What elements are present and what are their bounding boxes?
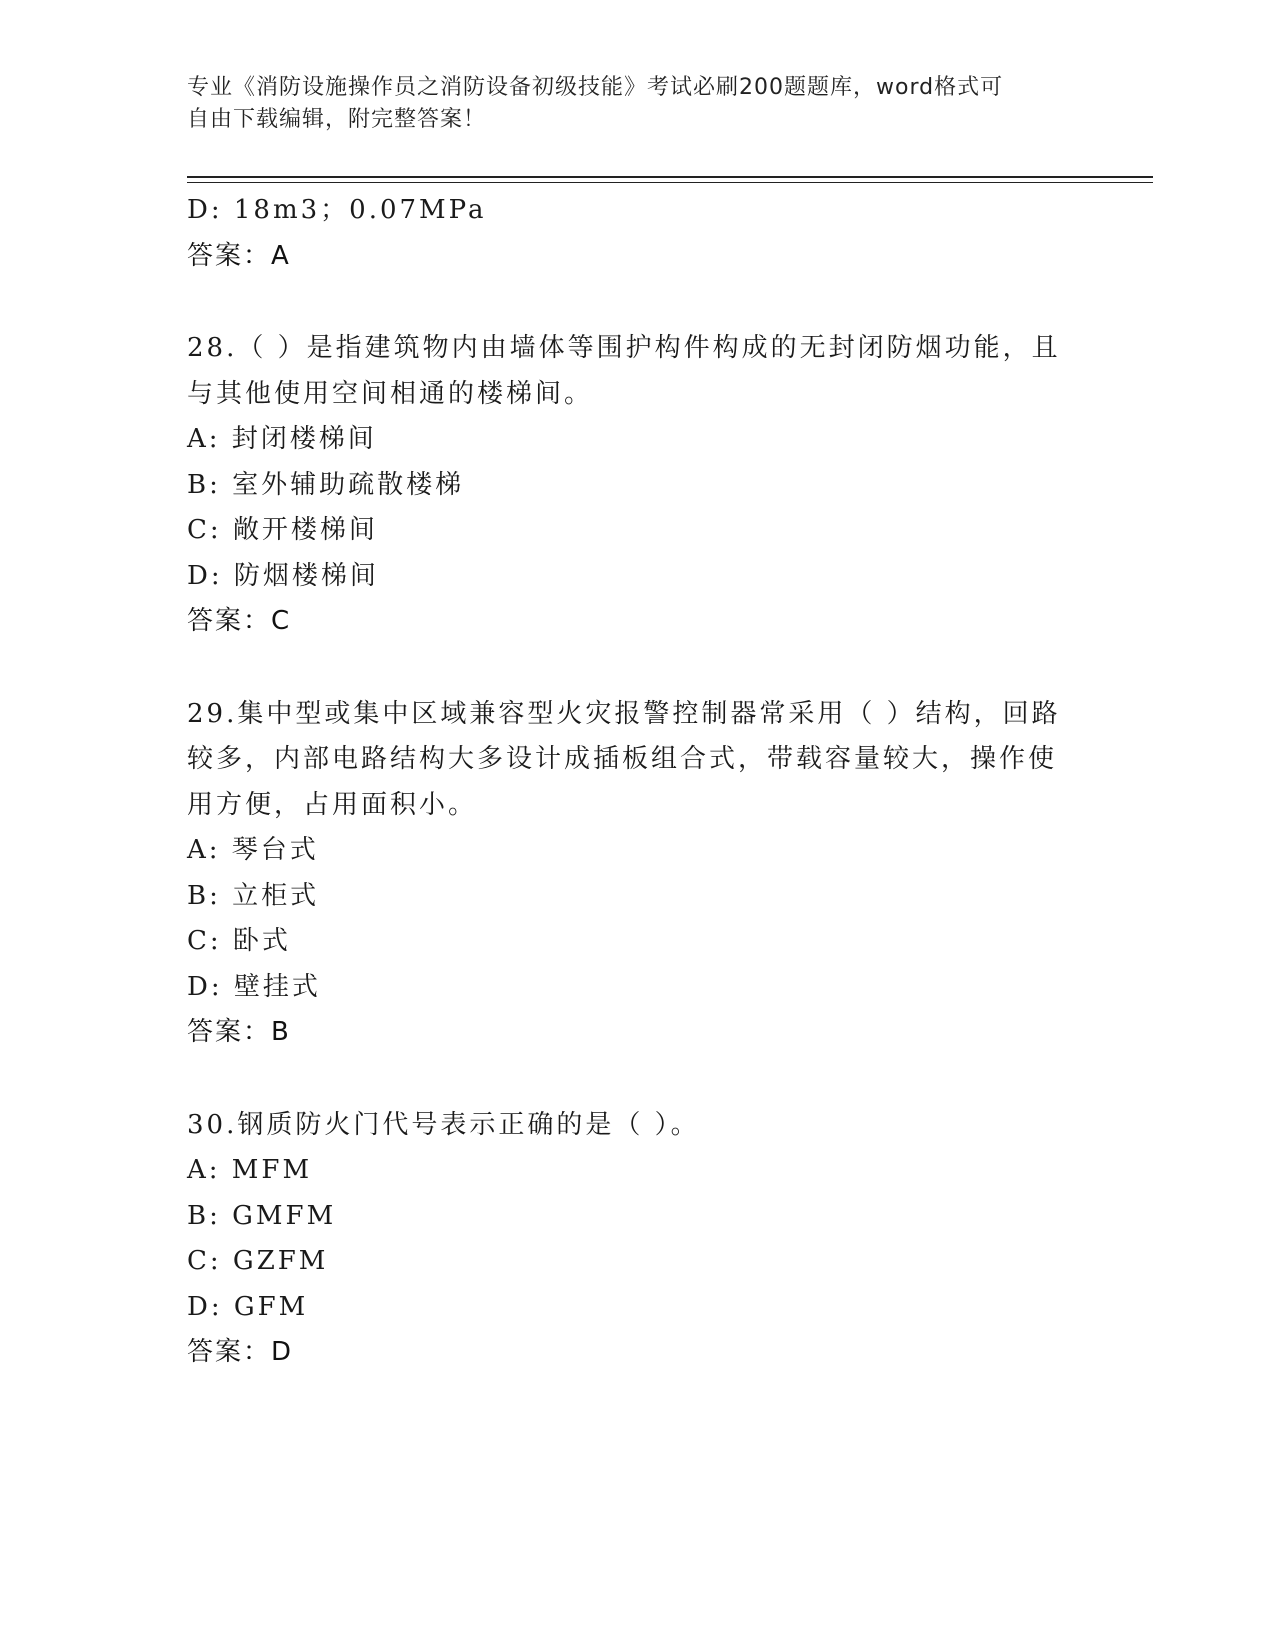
option-d: D: 壁挂式 [187,971,321,1002]
question-stem-line: 29.集中型或集中区域兼容型火灾报警控制器常采用（ ）结构，回路 [187,698,1061,729]
answer-line: 答案：D [187,1337,294,1367]
question-stem-line: 28.（ ）是指建筑物内由墙体等围护构件构成的无封闭防烟功能，且 [187,333,1061,363]
option-d: D: 防烟楼梯间 [187,560,379,591]
question-stem-line: 较多，内部电路结构大多设计成插板组合式，带载容量较大，操作使 [187,744,1058,774]
header-title-line-1: 专业《消防设施操作员之消防设备初级技能》考试必刷200题题库，word格式可 [187,75,1004,100]
option-c: C: 卧式 [187,926,291,956]
question-content [187,188,1067,1376]
question-stem-line: 30.钢质防火门代号表示正确的是（ ）。 [187,1109,700,1140]
header-divider-thick [187,176,1153,178]
answer-line: 答案：A [187,240,291,271]
option-c: C: 敞开楼梯间 [187,515,378,545]
question-29 [187,692,1067,1056]
question-30 [187,1103,1067,1376]
option-a: A: 封闭楼梯间 [187,424,377,454]
option-c: C: GZFM [187,1246,329,1276]
option-b: B: GMFM [187,1200,337,1231]
page-header [187,72,1067,136]
question-28 [187,326,1067,645]
option-b: B: 室外辅助疏散楼梯 [187,469,465,500]
header-divider-thin [187,182,1153,183]
answer-line: 答案：B [187,1017,291,1047]
option-a: A: 琴台式 [187,835,319,865]
header-title-line-2: 自由下载编辑，附完整答案！ [187,107,487,132]
option-b: B: 立柜式 [187,880,320,911]
question-stem-line: 用方便，占用面积小。 [187,789,478,820]
answer-line: 答案：C [187,606,292,636]
carryover-question [187,188,1067,279]
option-a: A: MFM [187,1155,313,1185]
option-d: D: GFM [187,1291,309,1322]
option-d: D: 18m3；0.07MPa [187,195,487,225]
question-stem-line: 与其他使用空间相通的楼梯间。 [187,378,594,409]
